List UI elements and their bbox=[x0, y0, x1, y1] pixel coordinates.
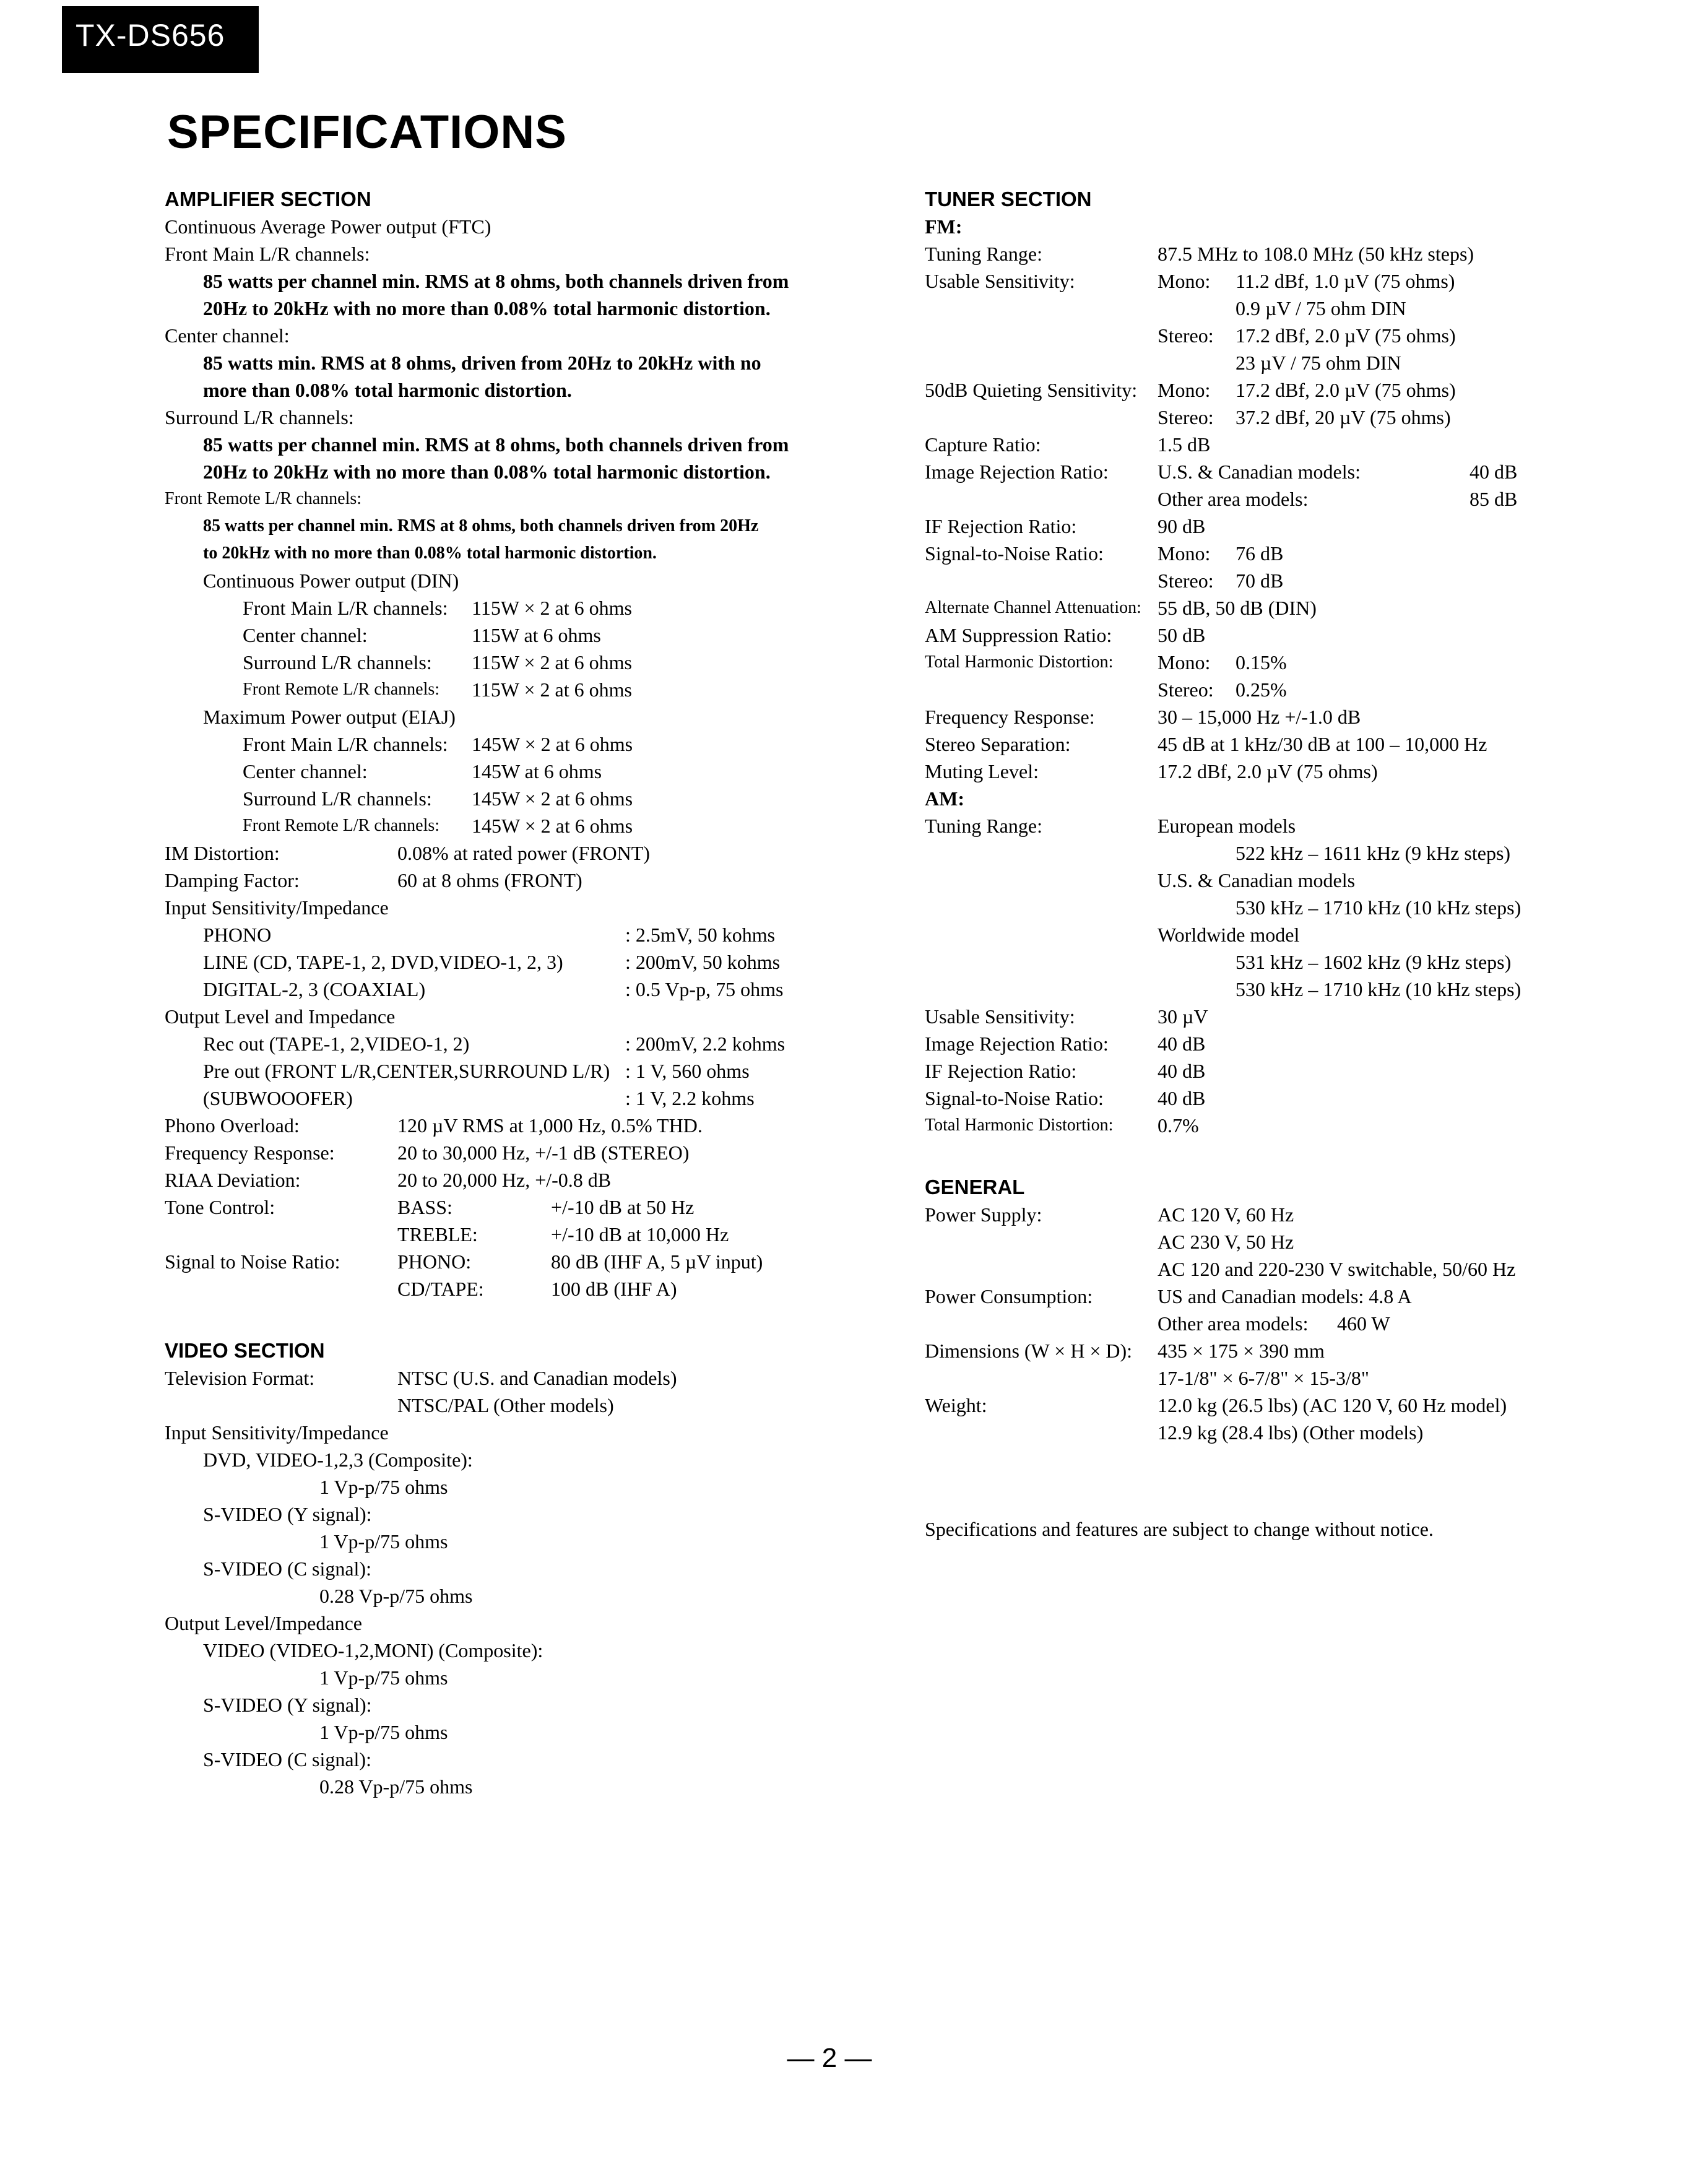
spec-text: AC 230 V, 50 Hz bbox=[1158, 1231, 1294, 1253]
spec-text: Surround L/R channels: bbox=[243, 651, 432, 674]
spec-line bbox=[165, 1664, 883, 1691]
spec-text: 145W × 2 at 6 ohms bbox=[472, 787, 633, 810]
spec-line bbox=[165, 1085, 883, 1112]
spec-text: (SUBWOOOFER) bbox=[203, 1087, 353, 1109]
spec-text: 1 Vp-p/75 ohms bbox=[319, 1721, 448, 1743]
spec-text: 115W × 2 at 6 ohms bbox=[472, 678, 632, 701]
spec-text: Other area models: bbox=[1158, 488, 1309, 510]
spec-line bbox=[165, 1528, 883, 1555]
spec-line bbox=[925, 213, 1668, 240]
spec-text: IF Rejection Ratio: bbox=[925, 1060, 1077, 1082]
spec-line bbox=[925, 1139, 1668, 1174]
spec-line bbox=[925, 567, 1668, 594]
spec-line bbox=[165, 812, 883, 839]
spec-line bbox=[165, 894, 883, 921]
spec-text: NTSC (U.S. and Canadian models) bbox=[397, 1367, 677, 1389]
spec-text: Usable Sensitivity: bbox=[925, 270, 1075, 292]
spec-text: Input Sensitivity/Impedance bbox=[165, 896, 389, 919]
spec-text: European models bbox=[1158, 815, 1296, 837]
spec-text: Power Consumption: bbox=[925, 1285, 1093, 1307]
spec-text: 55 dB, 50 dB (DIN) bbox=[1158, 597, 1317, 619]
spec-line bbox=[925, 1030, 1668, 1057]
spec-line bbox=[165, 622, 883, 649]
spec-text: Frequency Response: bbox=[925, 706, 1095, 728]
spec-line bbox=[925, 458, 1668, 485]
spec-text: 90 dB bbox=[1158, 515, 1206, 537]
spec-text: 145W × 2 at 6 ohms bbox=[472, 815, 633, 837]
spec-text: Mono: bbox=[1158, 270, 1211, 292]
spec-text: 115W × 2 at 6 ohms bbox=[472, 651, 632, 674]
spec-line bbox=[165, 867, 883, 894]
spec-line bbox=[925, 1364, 1668, 1392]
spec-text: PHONO bbox=[203, 924, 272, 946]
spec-text: +/-10 dB at 50 Hz bbox=[551, 1196, 695, 1218]
spec-text: 120 µV RMS at 1,000 Hz, 0.5% THD. bbox=[397, 1114, 703, 1137]
spec-text: 85 dB bbox=[1469, 488, 1518, 510]
spec-line bbox=[165, 1773, 883, 1800]
spec-text: 1 Vp-p/75 ohms bbox=[319, 1666, 448, 1689]
spec-text: 20Hz to 20kHz with no more than 0.08% total harmonic distortion. bbox=[203, 297, 771, 319]
spec-text: Total Harmonic Distortion: bbox=[925, 1116, 1114, 1135]
spec-line bbox=[165, 431, 883, 458]
spec-text: IF Rejection Ratio: bbox=[925, 515, 1077, 537]
spec-line bbox=[165, 594, 883, 622]
spec-line bbox=[925, 1003, 1668, 1030]
spec-text: Maximum Power output (EIAJ) bbox=[203, 706, 456, 728]
spec-text: Signal-to-Noise Ratio: bbox=[925, 1087, 1104, 1109]
spec-text: 0.9 µV / 75 ohm DIN bbox=[1236, 297, 1406, 319]
spec-text: 100 dB (IHF A) bbox=[551, 1278, 677, 1300]
spec-text: 17.2 dBf, 2.0 µV (75 ohms) bbox=[1158, 760, 1378, 782]
spec-text: AM Suppression Ratio: bbox=[925, 624, 1112, 646]
spec-line bbox=[165, 758, 883, 785]
spec-line bbox=[165, 240, 883, 267]
spec-text: 0.08% at rated power (FRONT) bbox=[397, 842, 650, 864]
spec-text: 60 at 8 ohms (FRONT) bbox=[397, 869, 582, 891]
spec-line bbox=[165, 1446, 883, 1473]
spec-line bbox=[925, 730, 1668, 758]
spec-line bbox=[165, 567, 883, 594]
spec-text: Stereo: bbox=[1158, 406, 1214, 428]
spec-text: Stereo: bbox=[1158, 678, 1214, 701]
spec-text: VIDEO (VIDEO-1,2,MONI) (Composite): bbox=[203, 1639, 543, 1662]
spec-text: Front Main L/R channels: bbox=[243, 597, 448, 619]
spec-text: Mono: bbox=[1158, 379, 1211, 401]
spec-text: 1.5 dB bbox=[1158, 433, 1211, 456]
spec-line bbox=[165, 349, 883, 376]
spec-text: 50dB Quieting Sensitivity: bbox=[925, 379, 1138, 401]
spec-text: more than 0.08% total harmonic distortion. bbox=[203, 379, 572, 401]
section-heading-text: GENERAL bbox=[925, 1176, 1025, 1198]
spec-text: 85 watts per channel min. RMS at 8 ohms, both channels driven from bbox=[203, 270, 789, 292]
spec-text: S-VIDEO (C signal): bbox=[203, 1558, 371, 1580]
spec-text: AM: bbox=[925, 787, 964, 810]
spec-text: S-VIDEO (Y signal): bbox=[203, 1694, 372, 1716]
spec-text: Pre out (FRONT L/R,CENTER,SURROUND L/R) bbox=[203, 1060, 610, 1082]
spec-line bbox=[165, 1555, 883, 1582]
spec-text: Stereo Separation: bbox=[925, 733, 1071, 755]
spec-line bbox=[925, 1085, 1668, 1112]
spec-text: : 200mV, 2.2 kohms bbox=[625, 1033, 786, 1055]
spec-text: 40 dB bbox=[1158, 1033, 1206, 1055]
spec-line bbox=[925, 921, 1668, 948]
spec-line bbox=[165, 1582, 883, 1610]
spec-text: 76 dB bbox=[1236, 542, 1284, 565]
spec-text: Total Harmonic Distortion: bbox=[925, 652, 1114, 672]
spec-line bbox=[925, 376, 1668, 404]
spec-text: : 1 V, 2.2 kohms bbox=[625, 1087, 755, 1109]
spec-line bbox=[925, 1310, 1668, 1337]
spec-text: DIGITAL-2, 3 (COAXIAL) bbox=[203, 978, 426, 1000]
spec-text: US and Canadian models: 4.8 A bbox=[1158, 1285, 1412, 1307]
spec-line bbox=[925, 240, 1668, 267]
spec-line bbox=[165, 1194, 883, 1221]
spec-text: 17.2 dBf, 2.0 µV (75 ohms) bbox=[1236, 379, 1456, 401]
spec-text: 50 dB bbox=[1158, 624, 1206, 646]
spec-text: 87.5 MHz to 108.0 MHz (50 kHz steps) bbox=[1158, 243, 1474, 265]
spec-line bbox=[165, 1610, 883, 1637]
spec-text: 530 kHz – 1710 kHz (10 kHz steps) bbox=[1236, 896, 1521, 919]
spec-text: DVD, VIDEO-1,2,3 (Composite): bbox=[203, 1449, 473, 1471]
spec-line bbox=[165, 1302, 883, 1337]
spec-text: Center channel: bbox=[243, 624, 368, 646]
spec-text: Television Format: bbox=[165, 1367, 315, 1389]
spec-text: 460 W bbox=[1337, 1312, 1390, 1335]
spec-text: 30 µV bbox=[1158, 1005, 1208, 1028]
spec-text: Specifications and features are subject to change without notice. bbox=[925, 1518, 1434, 1540]
spec-text: Surround L/R channels: bbox=[165, 406, 354, 428]
spec-text: 145W at 6 ohms bbox=[472, 760, 602, 782]
spec-line bbox=[925, 322, 1668, 349]
spec-line bbox=[925, 839, 1668, 867]
spec-line bbox=[165, 703, 883, 730]
spec-line bbox=[165, 1057, 883, 1085]
spec-text: PHONO: bbox=[397, 1250, 472, 1273]
section-heading bbox=[165, 1337, 883, 1364]
spec-text: 20 to 20,000 Hz, +/-0.8 dB bbox=[397, 1169, 612, 1191]
section-heading bbox=[165, 186, 883, 213]
spec-text: Center channel: bbox=[243, 760, 368, 782]
spec-text: Front Remote L/R channels: bbox=[165, 489, 362, 508]
page-number: — 2 — bbox=[787, 2043, 872, 2073]
spec-text: Surround L/R channels: bbox=[243, 787, 432, 810]
spec-text: 0.28 Vp-p/75 ohms bbox=[319, 1775, 473, 1798]
spec-text: CD/TAPE: bbox=[397, 1278, 484, 1300]
spec-line bbox=[165, 676, 883, 703]
spec-text: 40 dB bbox=[1469, 461, 1518, 483]
spec-text: : 200mV, 50 kohms bbox=[625, 951, 781, 973]
spec-line bbox=[925, 758, 1668, 785]
spec-text: Output Level and Impedance bbox=[165, 1005, 396, 1028]
spec-line bbox=[925, 1255, 1668, 1283]
spec-text: Usable Sensitivity: bbox=[925, 1005, 1075, 1028]
spec-line bbox=[925, 349, 1668, 376]
spec-line bbox=[165, 921, 883, 948]
spec-text: Muting Level: bbox=[925, 760, 1039, 782]
spec-line bbox=[165, 1501, 883, 1528]
spec-text: Signal to Noise Ratio: bbox=[165, 1250, 340, 1273]
spec-line bbox=[165, 785, 883, 812]
spec-line bbox=[925, 404, 1668, 431]
spec-text: Worldwide model bbox=[1158, 924, 1300, 946]
spec-text: 17.2 dBf, 2.0 µV (75 ohms) bbox=[1236, 324, 1456, 347]
spec-text: 17-1/8" × 6-7/8" × 15-3/8" bbox=[1158, 1367, 1369, 1389]
spec-line bbox=[925, 785, 1668, 812]
spec-text: 435 × 175 × 390 mm bbox=[1158, 1340, 1325, 1362]
spec-line bbox=[165, 1419, 883, 1446]
spec-text: Front Remote L/R channels: bbox=[243, 816, 440, 835]
section-heading-text: AMPLIFIER SECTION bbox=[165, 188, 371, 210]
spec-text: 115W × 2 at 6 ohms bbox=[472, 597, 632, 619]
spec-line bbox=[165, 404, 883, 431]
spec-line bbox=[165, 1248, 883, 1275]
spec-text: 0.28 Vp-p/75 ohms bbox=[319, 1585, 473, 1607]
spec-text: Image Rejection Ratio: bbox=[925, 461, 1109, 483]
spec-text: 70 dB bbox=[1236, 570, 1284, 592]
spec-line bbox=[925, 894, 1668, 921]
spec-line bbox=[165, 1166, 883, 1194]
spec-text: U.S. & Canadian models bbox=[1158, 869, 1356, 891]
spec-line bbox=[165, 322, 883, 349]
spec-text: Continuous Average Power output (FTC) bbox=[165, 215, 491, 238]
spec-text: Mono: bbox=[1158, 651, 1211, 674]
right-column bbox=[925, 186, 1668, 1543]
spec-text: Alternate Channel Attenuation: bbox=[925, 598, 1141, 617]
spec-text: Input Sensitivity/Impedance bbox=[165, 1421, 389, 1444]
spec-text: S-VIDEO (C signal): bbox=[203, 1748, 371, 1770]
spec-line bbox=[165, 1003, 883, 1030]
spec-line bbox=[165, 948, 883, 976]
spec-line bbox=[165, 649, 883, 676]
spec-text: 40 dB bbox=[1158, 1060, 1206, 1082]
spec-text: Tuning Range: bbox=[925, 815, 1042, 837]
spec-text: Stereo: bbox=[1158, 324, 1214, 347]
spec-text: Continuous Power output (DIN) bbox=[203, 570, 459, 592]
spec-line bbox=[165, 1364, 883, 1392]
spec-line bbox=[165, 540, 883, 567]
spec-text: 20 to 30,000 Hz, +/-1 dB (STEREO) bbox=[397, 1142, 690, 1164]
spec-line bbox=[165, 976, 883, 1003]
spec-line bbox=[925, 267, 1668, 295]
spec-line bbox=[165, 1637, 883, 1664]
section-heading bbox=[925, 186, 1668, 213]
spec-text: Damping Factor: bbox=[165, 869, 300, 891]
spec-text: IM Distortion: bbox=[165, 842, 280, 864]
section-heading bbox=[925, 1174, 1668, 1201]
spec-text: 145W × 2 at 6 ohms bbox=[472, 733, 633, 755]
section-heading-text: VIDEO SECTION bbox=[165, 1339, 325, 1362]
spec-text: +/-10 dB at 10,000 Hz bbox=[551, 1223, 729, 1246]
spec-line bbox=[165, 1473, 883, 1501]
spec-text: Tone Control: bbox=[165, 1196, 275, 1218]
spec-text: Frequency Response: bbox=[165, 1142, 335, 1164]
spec-text: to 20kHz with no more than 0.08% total harmonic distortion. bbox=[203, 544, 657, 563]
spec-line bbox=[925, 1337, 1668, 1364]
spec-text: Rec out (TAPE-1, 2,VIDEO-1, 2) bbox=[203, 1033, 470, 1055]
spec-line bbox=[165, 1392, 883, 1419]
spec-line bbox=[165, 513, 883, 540]
spec-text: Front Main L/R channels: bbox=[243, 733, 448, 755]
spec-text: 530 kHz – 1710 kHz (10 kHz steps) bbox=[1236, 978, 1521, 1000]
spec-text: 1 Vp-p/75 ohms bbox=[319, 1530, 448, 1553]
spec-line bbox=[165, 485, 883, 513]
spec-text: BASS: bbox=[397, 1196, 452, 1218]
spec-text: Weight: bbox=[925, 1394, 987, 1416]
spec-text: 115W at 6 ohms bbox=[472, 624, 601, 646]
spec-text: NTSC/PAL (Other models) bbox=[397, 1394, 614, 1416]
spec-text: RIAA Deviation: bbox=[165, 1169, 301, 1191]
spec-text: Phono Overload: bbox=[165, 1114, 300, 1137]
spec-line bbox=[925, 622, 1668, 649]
page-title: SPECIFICATIONS bbox=[167, 106, 567, 158]
spec-line bbox=[165, 376, 883, 404]
spec-line bbox=[925, 1515, 1668, 1543]
spec-text: AC 120 and 220-230 V switchable, 50/60 Hz bbox=[1158, 1258, 1516, 1280]
spec-text: 30 – 15,000 Hz +/-1.0 dB bbox=[1158, 706, 1361, 728]
spec-line bbox=[925, 1419, 1668, 1446]
spec-line bbox=[165, 730, 883, 758]
section-heading-text: TUNER SECTION bbox=[925, 188, 1092, 210]
spec-line bbox=[925, 540, 1668, 567]
spec-text: 11.2 dBf, 1.0 µV (75 ohms) bbox=[1236, 270, 1455, 292]
spec-line bbox=[925, 1112, 1668, 1139]
spec-text: Mono: bbox=[1158, 542, 1211, 565]
spec-line bbox=[165, 1112, 883, 1139]
spec-line bbox=[925, 1283, 1668, 1310]
spec-text: 12.0 kg (26.5 lbs) (AC 120 V, 60 Hz model) bbox=[1158, 1394, 1507, 1416]
spec-line bbox=[925, 812, 1668, 839]
left-column bbox=[165, 186, 883, 1800]
spec-text: 0.15% bbox=[1236, 651, 1287, 674]
spec-text: 12.9 kg (28.4 lbs) (Other models) bbox=[1158, 1421, 1424, 1444]
spec-line bbox=[925, 867, 1668, 894]
spec-text: 85 watts per channel min. RMS at 8 ohms, both channels driven from 20Hz bbox=[203, 516, 759, 535]
spec-line bbox=[925, 513, 1668, 540]
spec-text: Other area models: bbox=[1158, 1312, 1309, 1335]
spec-line bbox=[165, 267, 883, 295]
spec-line bbox=[165, 839, 883, 867]
model-tab bbox=[62, 6, 259, 73]
spec-text: 80 dB (IHF A, 5 µV input) bbox=[551, 1250, 763, 1273]
spec-text: Image Rejection Ratio: bbox=[925, 1033, 1109, 1055]
spec-text: 45 dB at 1 kHz/30 dB at 100 – 10,000 Hz bbox=[1158, 733, 1487, 755]
spec-line bbox=[925, 1201, 1668, 1228]
spec-line bbox=[165, 1691, 883, 1718]
spec-line bbox=[925, 676, 1668, 703]
spec-text: Power Supply: bbox=[925, 1203, 1042, 1226]
spec-line bbox=[925, 1057, 1668, 1085]
spec-text: 85 watts min. RMS at 8 ohms, driven from 20Hz to 20kHz with no bbox=[203, 352, 761, 374]
spec-line bbox=[165, 458, 883, 485]
spec-line bbox=[925, 1228, 1668, 1255]
spec-text: 0.7% bbox=[1158, 1114, 1199, 1137]
spec-text: 40 dB bbox=[1158, 1087, 1206, 1109]
spec-text: : 0.5 Vp-p, 75 ohms bbox=[625, 978, 784, 1000]
spec-text: : 1 V, 560 ohms bbox=[625, 1060, 750, 1082]
spec-line bbox=[925, 703, 1668, 730]
spec-text: : 2.5mV, 50 kohms bbox=[625, 924, 776, 946]
spec-text: 0.25% bbox=[1236, 678, 1287, 701]
spec-text: 20Hz to 20kHz with no more than 0.08% total harmonic distortion. bbox=[203, 461, 771, 483]
spec-text: Capture Ratio: bbox=[925, 433, 1041, 456]
spec-text: AC 120 V, 60 Hz bbox=[1158, 1203, 1294, 1226]
spec-text: FM: bbox=[925, 215, 963, 238]
spec-text: 522 kHz – 1611 kHz (9 kHz steps) bbox=[1236, 842, 1511, 864]
spec-line bbox=[165, 1718, 883, 1746]
spec-line bbox=[165, 1030, 883, 1057]
spec-text: Front Main L/R channels: bbox=[165, 243, 370, 265]
spec-text: 23 µV / 75 ohm DIN bbox=[1236, 352, 1401, 374]
spec-text: Tuning Range: bbox=[925, 243, 1042, 265]
spec-text: Center channel: bbox=[165, 324, 290, 347]
spec-line bbox=[165, 295, 883, 322]
model-number: TX-DS656 bbox=[76, 18, 225, 53]
spec-text: LINE (CD, TAPE-1, 2, DVD,VIDEO-1, 2, 3) bbox=[203, 951, 563, 973]
spec-text: Output Level/Impedance bbox=[165, 1612, 362, 1634]
spec-line bbox=[925, 948, 1668, 976]
spec-line bbox=[925, 1481, 1668, 1515]
spec-line bbox=[925, 594, 1668, 622]
spec-text: Dimensions (W × H × D): bbox=[925, 1340, 1133, 1362]
spec-text: 37.2 dBf, 20 µV (75 ohms) bbox=[1236, 406, 1451, 428]
spec-line bbox=[165, 1221, 883, 1248]
spec-line bbox=[165, 213, 883, 240]
spec-text: Signal-to-Noise Ratio: bbox=[925, 542, 1104, 565]
spec-line bbox=[165, 1746, 883, 1773]
spec-text: Stereo: bbox=[1158, 570, 1214, 592]
spec-line bbox=[165, 1275, 883, 1302]
spec-line bbox=[925, 1446, 1668, 1481]
spec-text: Front Remote L/R channels: bbox=[243, 680, 440, 699]
spec-text: 85 watts per channel min. RMS at 8 ohms, both channels driven from bbox=[203, 433, 789, 456]
spec-text: U.S. & Canadian models: bbox=[1158, 461, 1361, 483]
spec-line bbox=[925, 976, 1668, 1003]
spec-text: S-VIDEO (Y signal): bbox=[203, 1503, 372, 1525]
spec-line bbox=[165, 1139, 883, 1166]
spec-line bbox=[925, 1392, 1668, 1419]
spec-text: 531 kHz – 1602 kHz (9 kHz steps) bbox=[1236, 951, 1512, 973]
spec-text: TREBLE: bbox=[397, 1223, 478, 1246]
spec-line bbox=[925, 485, 1668, 513]
spec-line bbox=[925, 649, 1668, 676]
spec-text: 1 Vp-p/75 ohms bbox=[319, 1476, 448, 1498]
spec-line bbox=[925, 295, 1668, 322]
spec-line bbox=[925, 431, 1668, 458]
